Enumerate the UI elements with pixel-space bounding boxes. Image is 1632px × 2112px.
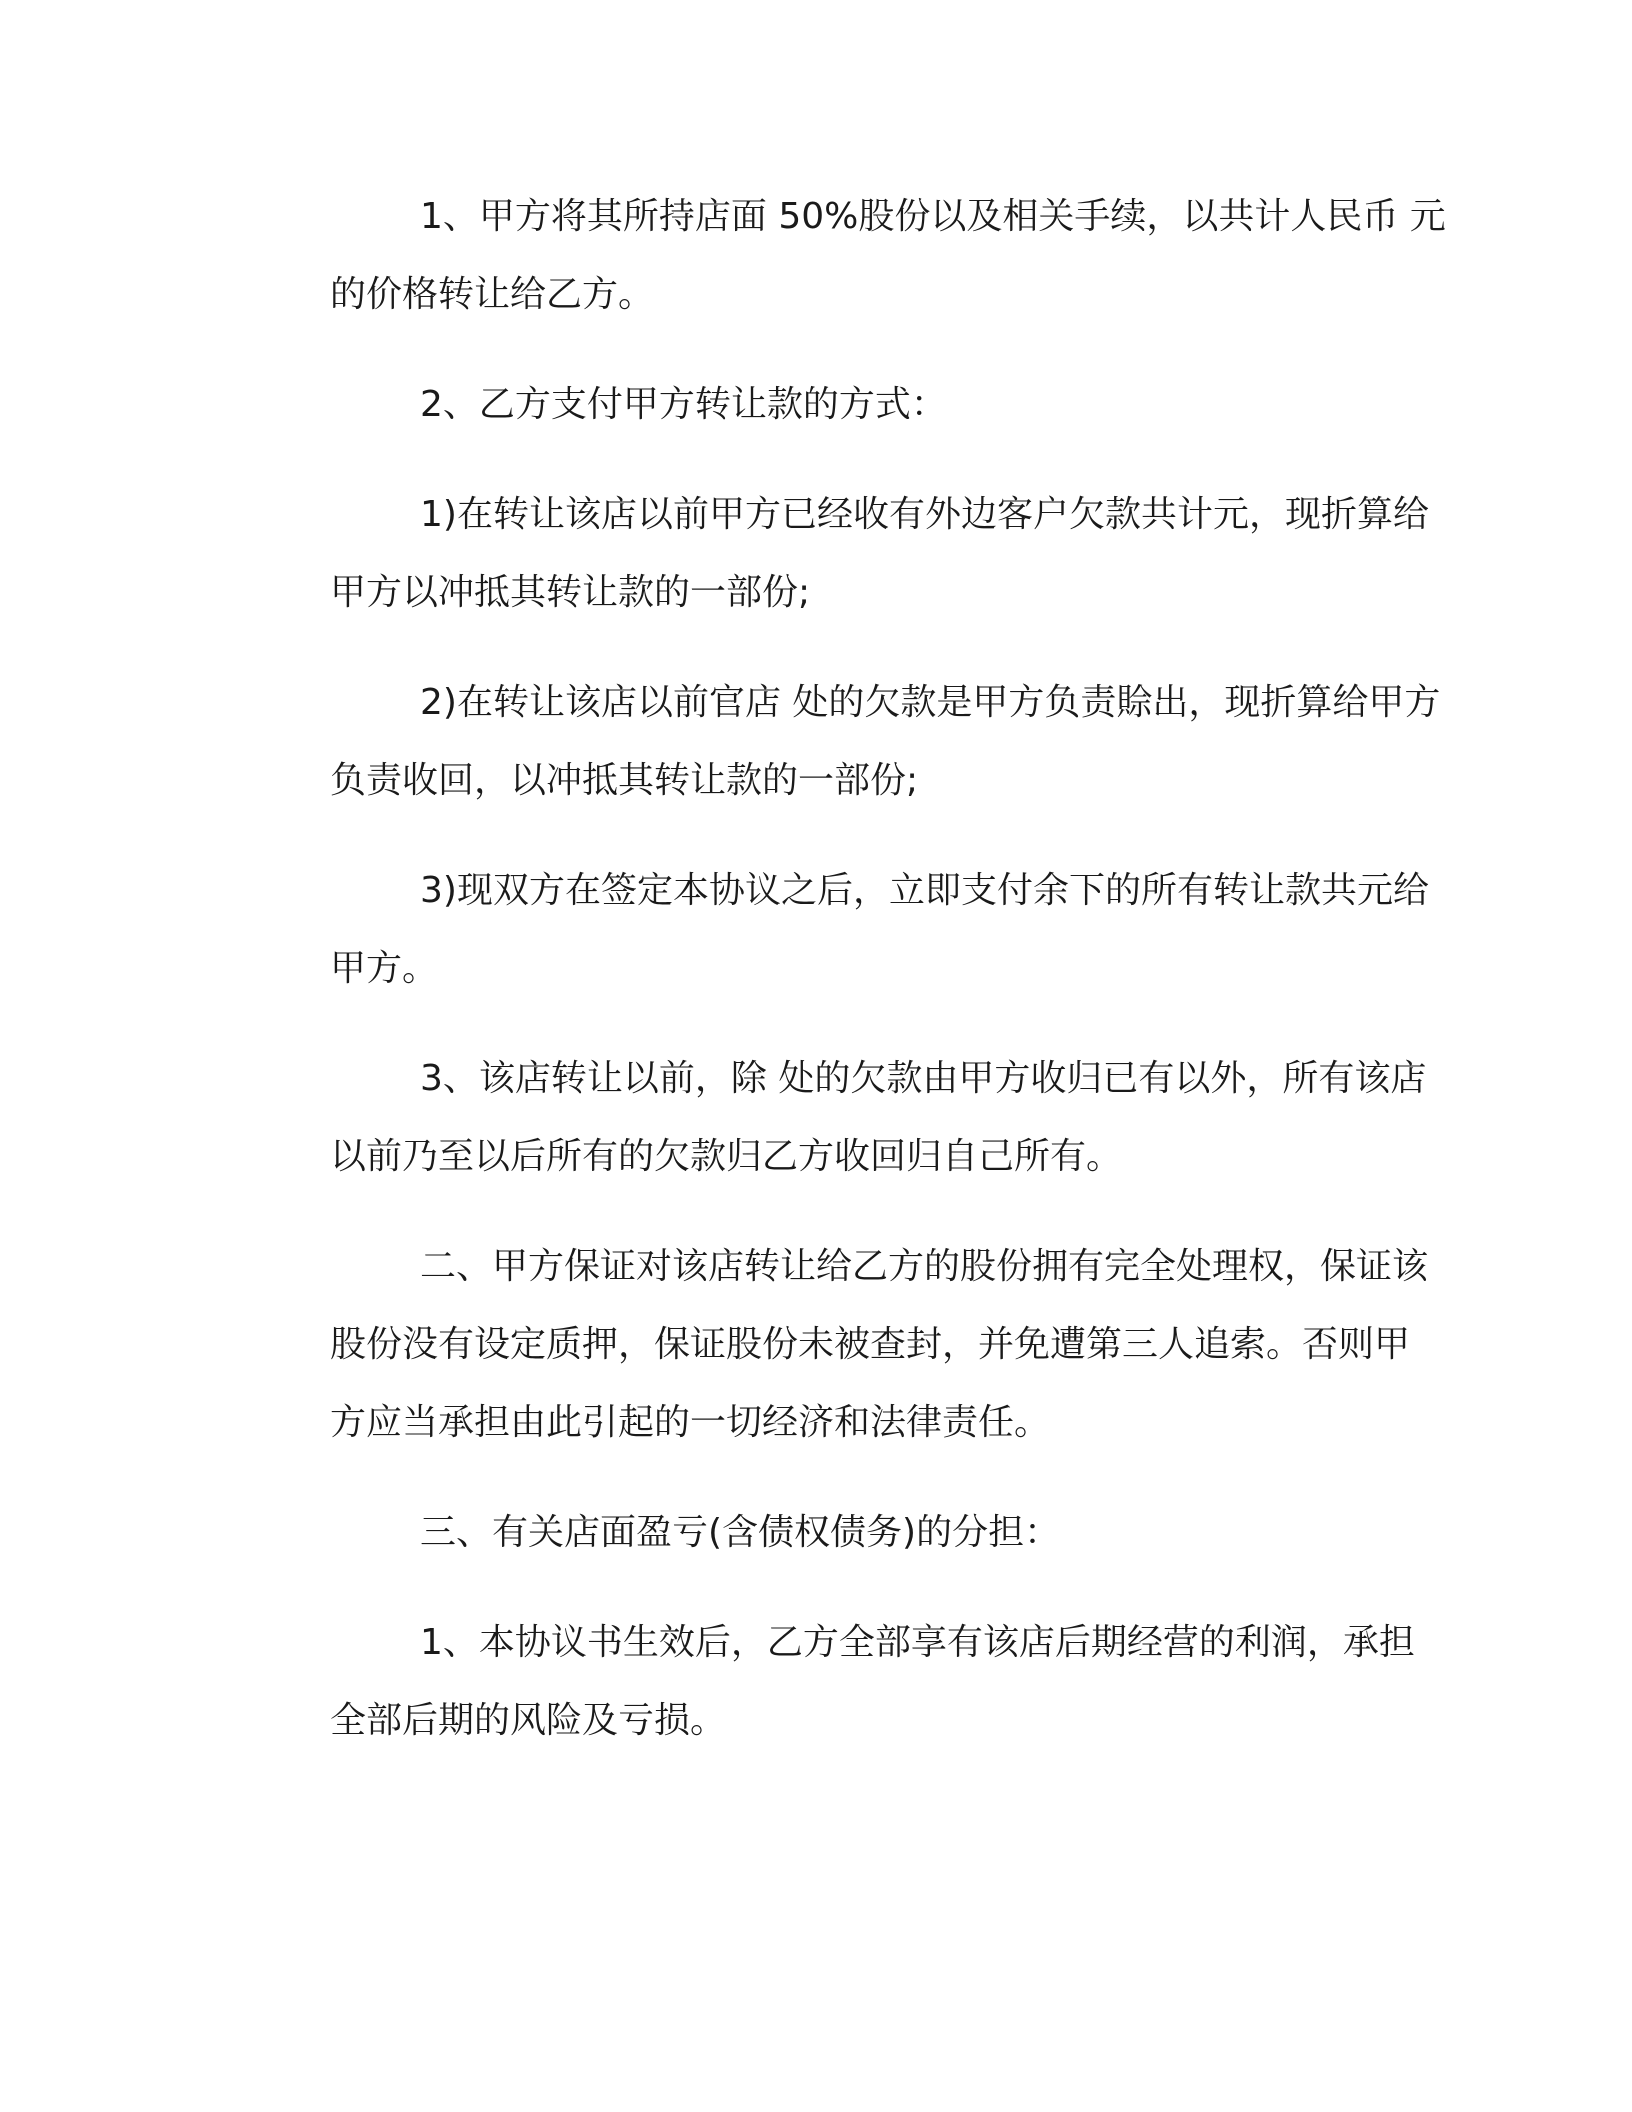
- text-line: 的价格转让给乙方。: [330, 274, 655, 315]
- text-line: 方应当承担由此引起的一切经济和法律责任。: [330, 1402, 1051, 1443]
- text-line: 3)现双方在签定本协议之后，立即支付余下的所有转让款共元给: [420, 870, 1429, 911]
- paragraph-1: [240, 178, 1446, 334]
- text-line: 二、甲方保证对该店转让给乙方的股份拥有完全处理权，保证该: [420, 1246, 1429, 1287]
- paragraph-8: [240, 1494, 1390, 1572]
- paragraph-7: [240, 1228, 1429, 1462]
- paragraph-6: [240, 1040, 1427, 1196]
- text-line: 1、本协议书生效后，乙方全部享有该店后期经营的利润，承担: [420, 1622, 1415, 1663]
- paragraph-5: [240, 852, 1429, 1008]
- text-line: 负责收回，以冲抵其转让款的一部份;: [330, 760, 919, 801]
- text-line: 全部后期的风险及亏损。: [330, 1700, 727, 1741]
- text-line: 1)在转让该店以前甲方已经收有外边客户欠款共计元，现折算给: [420, 494, 1429, 535]
- text-line: 甲方以冲抵其转让款的一部份;: [330, 572, 811, 613]
- text-line: 3、该店转让以前，除 处的欠款由甲方收归已有以外，所有该店: [420, 1058, 1427, 1099]
- paragraph-4: [240, 664, 1441, 820]
- text-line: 以前乃至以后所有的欠款归乙方收回归自己所有。: [330, 1136, 1123, 1177]
- paragraph-3: [240, 476, 1429, 632]
- text-line: 三、有关店面盈亏(含债权债务)的分担：: [420, 1512, 1061, 1553]
- text-line: 2)在转让该店以前官店 处的欠款是甲方负责賒出，现折算给甲方: [420, 682, 1441, 723]
- paragraph-9: [240, 1604, 1415, 1760]
- text-line: 甲方。: [330, 948, 439, 989]
- text-line: 股份没有设定质押，保证股份未被查封，并免遭第三人追索。否则甲: [330, 1324, 1411, 1365]
- document-body: [240, 178, 1446, 1792]
- text-line: 1、甲方将其所持店面 50%股份以及相关手续，以共计人民币 元: [420, 196, 1446, 237]
- text-line: 2、乙方支付甲方转让款的方式：: [420, 384, 947, 425]
- paragraph-2: [240, 366, 1390, 444]
